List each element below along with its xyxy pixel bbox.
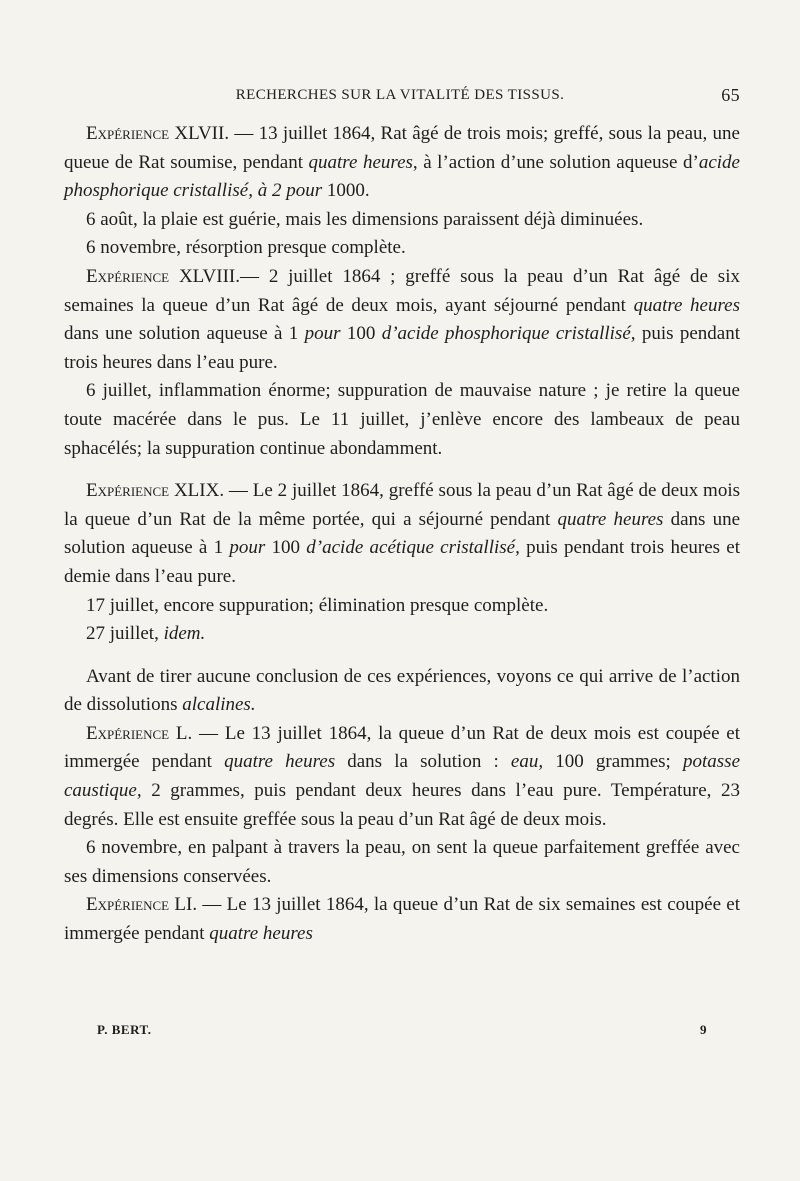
- experiment-49-paragraph: Expérience XLIX. — Le 2 juillet 1864, greffé sous la peau d’un Rat âgé de deux mois la queue d’un Rat de la même portée, qui a séjourné pendant quatre heures dans une solution aqueuse à 1 pour 100 d’acide acétique cristallisé, puis pendant trois heures et demie dans l’eau pure.: [64, 480, 741, 587]
- experiment-label: Expérience LI.: [86, 894, 198, 916]
- experiment-47-paragraph: Expérience XLVII. — 13 juillet 1864, Rat âgé de trois mois; greffé, sous la peau, une queue de Rat soumise, pendant quatre heures, à l’action d’une solution aqueuse d’acide phosphorique cristallisé, à 2 pour 1000.: [64, 123, 740, 202]
- page-number: 65: [721, 85, 740, 105]
- experiment-48-followup: 6 juillet, inflammation énorme; suppuration de mauvaise nature ; je retire la queue toute macérée dans le pus. Le 11 juillet, j’enlève encore des lambeaux de peau sphacélés; la suppuration continue abondamment.: [64, 380, 740, 459]
- experiment-label: Expérience XLVII.: [86, 123, 230, 144]
- printer-signature: P. BERT.: [97, 1022, 152, 1037]
- running-header: [60, 87, 740, 113]
- experiment-50-paragraph: Expérience L. — Le 13 juillet 1864, la queue d’un Rat de deux mois est coupée et immergée pendant quatre heures dans la solution : eau, 100 grammes; potasse caustique, 2 grammes, puis pendant deux heures dans l’eau pure. Température, 23 degrés. Elle est ensuite greffée sous la peau d’un Rat âgé de deux mois.: [64, 722, 741, 830]
- experiment-47-followup-2: 6 novembre, résorption presque complète.: [86, 237, 406, 259]
- experiment-51-paragraph: Expérience LI. — Le 13 juillet 1864, la queue d’un Rat de six semaines est coupée et immergée pendant quatre heures: [64, 894, 740, 945]
- page-body: [64, 120, 740, 949]
- running-title: RECHERCHES SUR LA VITALITÉ DES TISSUS.: [235, 87, 565, 103]
- experiment-label: Expérience XLVIII.: [86, 265, 240, 287]
- experiment-50-followup: 6 novembre, en palpant à travers la peau, on sent la queue parfaitement greffée avec ses dimensions conservées.: [64, 837, 740, 887]
- experiment-label: Expérience L.: [86, 722, 193, 744]
- experiment-47-followup-1: 6 août, la plaie est guérie, mais les dimensions paraissent déjà diminuées.: [86, 208, 644, 230]
- transition-paragraph: Avant de tirer aucune conclusion de ces expériences, voyons ce qui arrive de l’action de dissolutions alcalines.: [64, 665, 740, 716]
- experiment-label: Expérience XLIX.: [86, 480, 225, 502]
- experiment-48-paragraph: Expérience XLVIII.— 2 juillet 1864 ; greffé sous la peau d’un Rat âgé de six semaines la queue d’un Rat âgé de deux mois, ayant séjourné pendant quatre heures dans une solution aqueuse à 1 pour 100 d’acide phosphorique cristallisé, puis pendant trois heures dans l’eau pure.: [64, 265, 740, 373]
- experiment-49-followup-2: 27 juillet, idem.: [86, 623, 206, 645]
- sheet-number: 9: [700, 1022, 707, 1037]
- experiment-49-followup-1: 17 juillet, encore suppuration; élimination presque complète.: [86, 594, 549, 616]
